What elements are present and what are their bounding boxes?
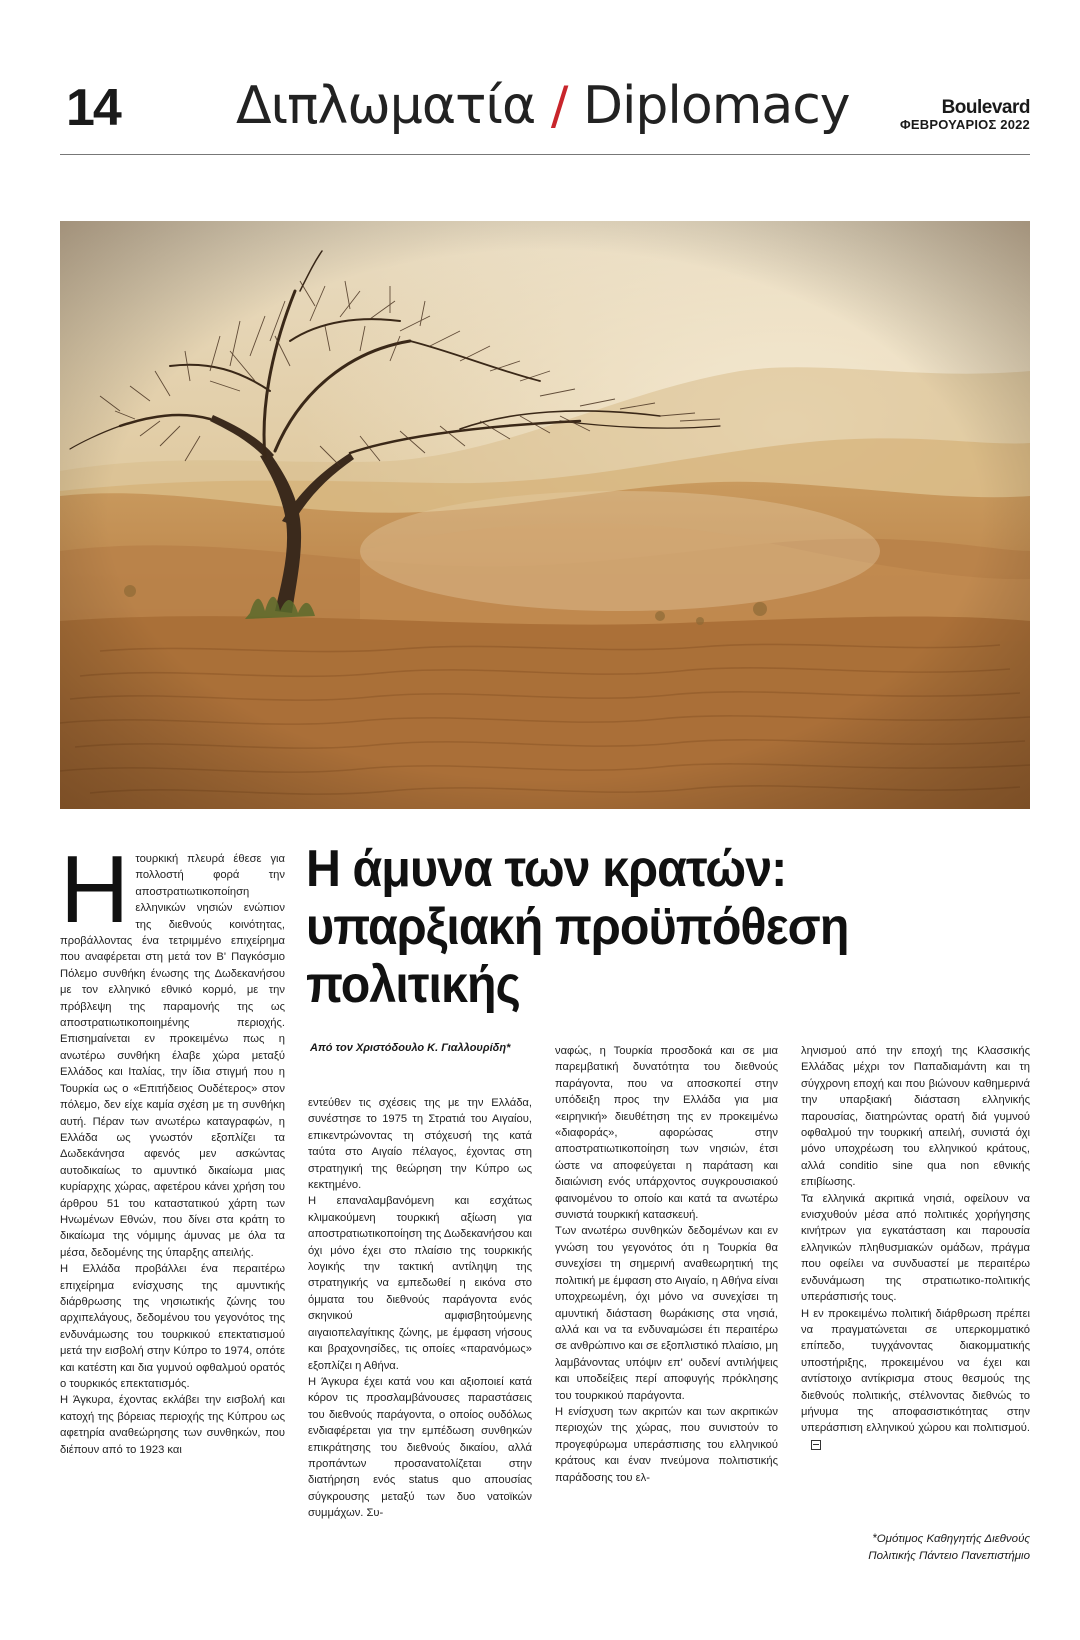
paragraph: Τα ελληνικά ακριτικά νησιά, οφείλουν να ενισχυθούν μέσα από πολιτικές χορήγησης κινήτρων για εγκατάσταση και παρουσία ελληνικών πληθυσμιακών ομάδων, πράγμα που οφείλει να συνδυαστεί με περαιτέρω ενδυνάμωση της στρατιωτικο-πολιτικής υπεράσπισής τους. bbox=[801, 1192, 1030, 1304]
section-title-greek: Διπλωματία bbox=[236, 76, 536, 136]
page-number: 14 bbox=[66, 79, 120, 137]
footnote-line: *Ομότιμος Καθηγητής Διεθνούς bbox=[872, 1533, 1030, 1545]
issue-date: ΦΕΒΡΟΥΑΡΙΟΣ 2022 bbox=[900, 116, 1030, 132]
paragraph: Η Άγκυρα, έχοντας εκλάβει την εισβολή και κατοχή της βόρειας περιοχής της Κύπρου ως αφετηρία αναθεώρησης των συνθηκών, που διέπουν από το 1923 και bbox=[60, 1394, 285, 1456]
paragraph bbox=[801, 1306, 1030, 1454]
section-title-separator: / bbox=[550, 76, 568, 136]
article-column-3 bbox=[555, 1043, 778, 1486]
article-byline: Από τον Χριστόδουλο Κ. Γιαλλουρίδη* bbox=[310, 1042, 511, 1054]
paragraph: Η Άγκυρα έχει κατά νου και αξιοποιεί κατά κόρον τις προσλαμβάνουσες παραστάσεις του διεθνούς παράγοντα, ο οποίος ουδόλως ενδιαφέρεται για την εμπέδωση συνθηκών επικράτησης του διεθνούς δικαίου, αλλά προπάντων προσανατολίζεται στην διατήρηση ενός status quo απουσίας σύγκρουσης μεταξύ των δυο νατοϊκών συμμάχων. Συ- bbox=[308, 1375, 532, 1520]
paragraph: Των ανωτέρω συνθηκών δεδομένων και εν γνώση του γεγονότος ότι η Τουρκία θα συνεχίσει τη σημερινή αναθεωρητική της πολιτική με έμφαση στο Αιγαίο, η Αθήνα είναι υποχρεωμένη, όχι μόνο να συνεχίσει τη αμυντική διάσταση θωράκισης στα νησιά, αλλά και να τα ενδυναμώσει έτι περαιτέρω σε ανθρώπινο και σε εξοπλιστικό πλαίσιο, μη λαμβάνοντας υπόψιν επ' ουδενί αντιλήψεις και υποδείξεις περί αποφυγής πρόκλησης του τουρκικού παράγοντα. bbox=[555, 1225, 778, 1402]
paragraph-text: Η εν προκειμένω πολιτική διάρθρωση πρέπει να πραγματώνεται σε υπερκομματικό επίπεδο, τυγχάνοντας διακομματικής υποστήριξης, προκειμένου να έχει και αντίστοιχο αντίκρισμα στους θεσμούς της διεθνούς πολιτικής, στέλνοντας διεθνώς το μήνυμα της αποφασιστικότητας στην υπεράσπιση ελληνικού χώρου και πολιτισμού. bbox=[801, 1307, 1030, 1435]
paragraph: Η Ελλάδα προβάλλει ένα περαιτέρω επιχείρημα ενίσχυσης της αμυντικής διάρθρωσης της νησιωτικής ζώνης του αρχιπελάγους, δεδομένου του γεγονότος της ενδυνάμωσης του τουρκικού επεκτατισμού μετά την εισβολή στην Κύπρο το 1974, οπότε και κατέστη και δια γυμνού οφθαλμού ορατός ο τουρκικός επεκτατισμός. bbox=[60, 1263, 285, 1390]
paragraph-text: τουρκική πλευρά έθεσε για πολλοστή φορά την αποστρατιωτικοποίηση ελληνικών νησιών ενώπιον της διεθνούς κοινότητας, προβάλλοντας ένα τετριμμένο επιχείρημα που αναφέρεται στη μετά τον Β' Παγκόσμιο Πόλεμο συνθήκη ένωσης της Δωδεκανήσου με τον ελληνικό εθνικό κορμό, με την πρόβλεψη της παραμονής της ως αποστρατιωτικοποιημένης περιοχής. Επισημαίνεται εν προκειμένω πως η ανωτέρω συνθήκη έλαβε χώρα μεταξύ Ελλάδος και Ιταλίας, την ίδια στιγμή που η Τουρκία ως ο «Επιτήδειος Ουδέτερος» στον πόλεμο, δεν είχε καμία σχέση με τη συνθήκη αυτή. Πέραν των ανωτέρω καταγραφών, η Ελλάδα ως γνωστόν εξοπλίζει τα Δωδεκάνησα αφενός μεν ασκώντας αυτοδικαίως το αμυντικό δικαίωμα μιας κυρίαρχης χώρας, αφετέρου κάνει χρήση του άρθρου 51 του καταστατικού χάρτη των Ηνωμένων Εθνών, που δίνει στα κράτη το δικαίωμα της νόμιμης άμυνας με όλα τα μέσα, δεδομένης της ύπαρξης απειλής. bbox=[60, 853, 285, 1259]
article-column-1 bbox=[60, 836, 285, 1458]
paragraph: ληνισμού από την εποχή της Κλασσικής Ελλάδας μέχρι τον Παπαδιαμάντη και τη σύγχρονη εποχή και που βιώνουν καθημερινά την υπαρξιακή διάσταση ελληνικής παρουσίας, διατηρώντας ορατή διά γυμνού οφθαλμού την τουρκική απειλή, συνιστά όχι μόνο υποχρέωση του ελληνικού κράτους, αλλά conditio sine qua non εθνικής επιβίωσης. bbox=[801, 1045, 1030, 1189]
footnote-line: Πολιτικής Πάντειο Πανεπιστήμιο bbox=[868, 1550, 1030, 1562]
author-footnote bbox=[800, 1531, 1030, 1565]
article-column-2 bbox=[308, 1095, 532, 1522]
section-title-english: Diplomacy bbox=[582, 76, 850, 136]
desert-tree-illustration bbox=[60, 221, 1030, 809]
header-rule bbox=[60, 154, 1030, 155]
hero-image-desert-tree bbox=[60, 221, 1030, 809]
section-title bbox=[236, 76, 850, 136]
article-headline: Η άμυνα των κρατών: υπαρξιακή προϋπόθεση πολιτικής bbox=[306, 840, 849, 1014]
brand-name: Boulevard bbox=[941, 97, 1030, 118]
masthead bbox=[900, 98, 1030, 132]
article-column-4 bbox=[801, 1043, 1030, 1453]
paragraph: Η ενίσχυση των ακριτών και των ακριτικών περιοχών της χώρας, που συνιστούν το προγεφύρωμα υπεράσπισης του ελληνικού κράτους και έναν πνεύμονα πολιτιστικής παράδοσης του ελ- bbox=[555, 1405, 778, 1484]
paragraph: Η επαναλαμβανόμενη και εσχάτως κλιμακούμενη τουρκική αξίωση για αποστρατιωτικοποίηση της Δωδεκανήσου και όχι μόνο έχει στο πλαίσιο της τουρκικής λογικής την τακτική αντίληψη της στρατηγικής να εμπεδωθεί η εικόνα στο όμματα του διεθνούς παράγοντα ενός σκηνικού αμφισβητούμενης αιγαιοπελαγίτικης ζώνης, με έμφαση νήσους και βραχονησίδες, τις οποίες «παρανόμως» εξοπλίζει η Αθήνα. bbox=[308, 1195, 532, 1372]
paragraph: ναφώς, η Τουρκία προσδοκά και σε μια παρεμβατική δυνατότητα του διεθνούς παράγοντα, που να αποσκοπεί στην υπόδειξη προς την Ελλάδα για μια «ειρηνική» διευθέτηση της εν προκειμένω «διαφοράς», αφορώσας στην αποστρατιωτικοποίηση των νησιών, έτσι ώστε να αποφεύγεται η παράταση και διαιώνιση ενός υπάρχοντος συγκρουσιακού φαινομένου το οποίο και κατά τα ανωτέρω συνιστά τουρκική κατασκευή. bbox=[555, 1045, 778, 1222]
paragraph bbox=[60, 836, 285, 1261]
end-of-article-icon bbox=[811, 1440, 821, 1450]
paragraph: εντεύθεν τις σχέσεις της με την Ελλάδα, συνέστησε το 1975 τη Στρατιά του Αιγαίου, επικεντρώνοντας τη στόχευσή της κατά ταύτα στο Αιγαίο πέλαγος, έχοντας στη στρατηγική της θεώρηση την Κύπρο ως κεκτημένο. bbox=[308, 1097, 532, 1192]
drop-cap: Η bbox=[60, 836, 130, 943]
